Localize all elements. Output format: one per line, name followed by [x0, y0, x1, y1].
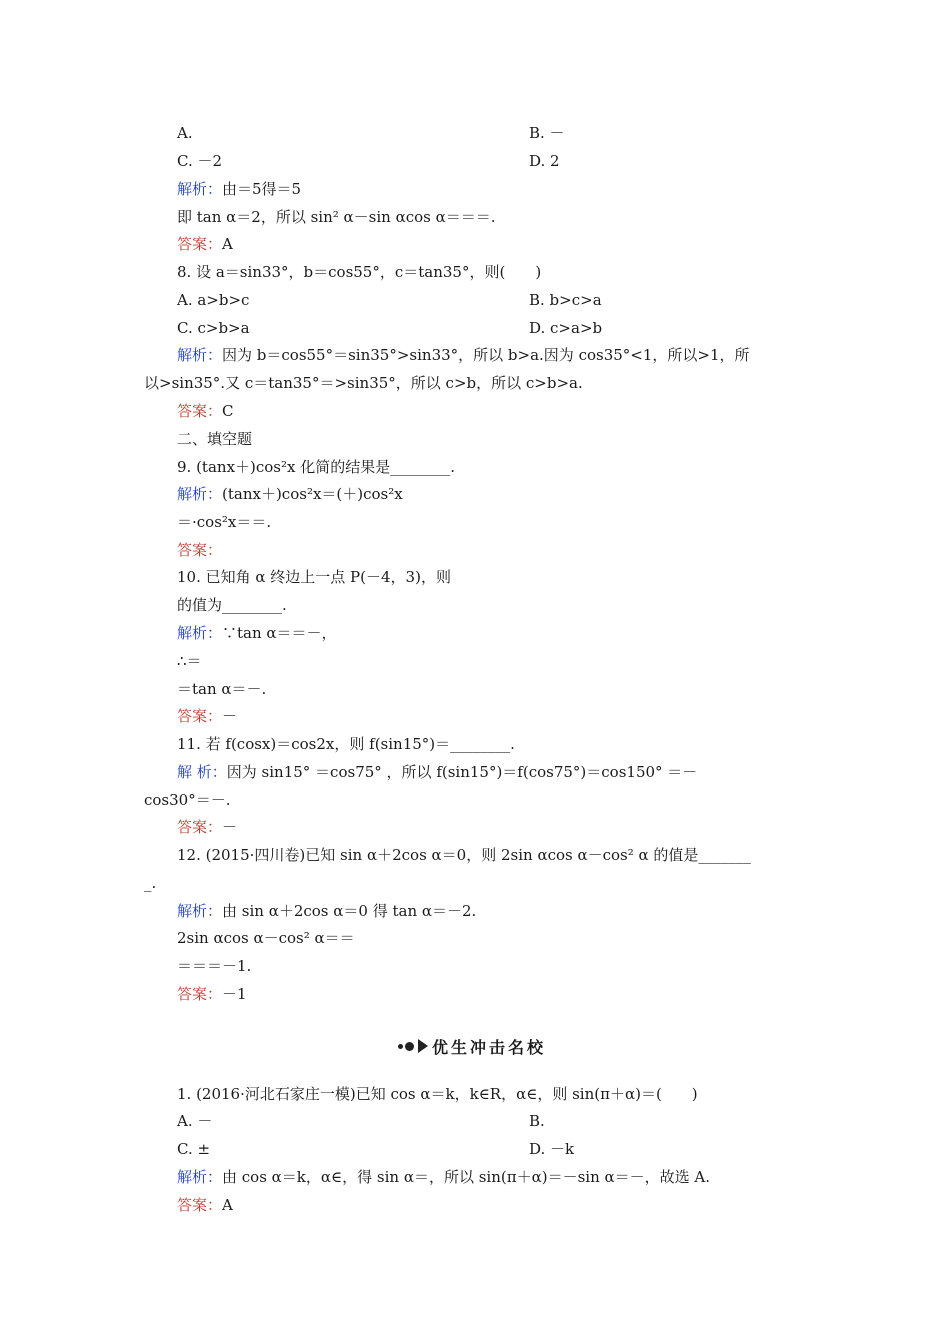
analysis-line — [177, 179, 301, 199]
answer-line — [177, 1195, 233, 1215]
answer-line — [177, 540, 222, 560]
option-b: B. b>c>a — [529, 291, 602, 309]
answer-text: －1 — [222, 985, 247, 1003]
analysis-text: ∵tan α＝＝－， — [222, 624, 337, 642]
analysis-text: 因为 sin15° ＝cos75° ，所以 f(sin15°)＝f(cos75°)＝cos150° ＝－ — [226, 763, 698, 781]
answer-line — [177, 401, 234, 421]
answer-label: 答案： — [177, 818, 223, 836]
analysis-label: 解 析： — [177, 763, 227, 781]
analysis-text: 由 sin α＋2cos α＝0 得 tan α＝－2. — [222, 902, 477, 920]
option-b: B. — [529, 1112, 545, 1130]
analysis-label: 解析： — [177, 902, 223, 920]
analysis-text: cos30°＝－. — [144, 791, 231, 809]
answer-text: － — [222, 707, 238, 725]
question-10-stem: 的值为________. — [177, 596, 287, 614]
answer-line — [177, 817, 237, 837]
question-8-stem: 8. 设 a＝sin33°，b＝cos55°，c＝tan35°，则( ) — [177, 263, 542, 281]
option-d: D. －k — [529, 1140, 575, 1158]
answer-label: 答案： — [177, 707, 223, 725]
analysis-text: ＝＝＝－1. — [177, 957, 252, 975]
section-heading: 二、填空题 — [177, 430, 253, 448]
option-a: A. － — [177, 1112, 213, 1130]
analysis-line — [177, 762, 697, 782]
answer-label: 答案： — [177, 541, 223, 559]
question-9-stem: 9. (tanx＋)cos²x 化简的结果是________. — [177, 458, 456, 476]
analysis-text: 以>sin35°.又 c＝tan35°＝>sin35°，所以 c>b，所以 c>b>a. — [144, 374, 583, 392]
analysis-label: 解析： — [177, 180, 223, 198]
analysis-label: 解析： — [177, 346, 223, 364]
question-b1-stem: 1. (2016·河北石家庄一模)已知 cos α＝k，k∈R，α∈，则 sin(π＋α)＝( ) — [177, 1085, 698, 1103]
analysis-text: ＝·cos²x＝＝. — [177, 513, 272, 531]
analysis-label: 解析： — [177, 1168, 223, 1186]
bullet-dots-icon — [398, 1042, 414, 1051]
option-a: A. a>b>c — [177, 291, 250, 309]
analysis-line — [177, 901, 476, 921]
option-c: C. －2 — [177, 152, 223, 170]
arrow-right-icon — [418, 1039, 428, 1053]
analysis-line — [177, 345, 750, 365]
option-a: A. — [177, 124, 193, 142]
answer-label: 答案： — [177, 1196, 223, 1214]
analysis-line — [177, 623, 337, 643]
option-c: C. ± — [177, 1140, 211, 1158]
answer-line — [177, 706, 237, 726]
answer-text: A — [222, 1196, 233, 1214]
question-11-stem: 11. 若 f(cosx)＝cos2x，则 f(sin15°)＝________. — [177, 735, 515, 753]
banner-title: 优生冲击名校 — [432, 1037, 547, 1057]
answer-line — [177, 234, 233, 254]
option-b: B. － — [529, 124, 565, 142]
option-c: C. c>b>a — [177, 319, 250, 337]
option-d: D. c>a>b — [529, 319, 603, 337]
question-12-stem: _. — [144, 874, 157, 892]
answer-text: C — [222, 402, 234, 420]
analysis-text: 由 cos α＝k，α∈，得 sin α＝，所以 sin(π＋α)＝－sin α＝－，故选 A. — [222, 1168, 710, 1186]
answer-line — [177, 984, 247, 1004]
question-10-stem: 10. 已知角 α 终边上一点 P(－4，3)，则 — [177, 568, 451, 586]
section-banner — [398, 1035, 546, 1057]
analysis-line — [177, 484, 403, 504]
analysis-text: ＝tan α＝－. — [177, 680, 267, 698]
analysis-text: 即 tan α＝2，所以 sin² α－sin αcos α＝＝＝. — [177, 208, 496, 226]
analysis-line — [177, 1167, 710, 1187]
analysis-text: ∴＝ — [177, 652, 202, 670]
answer-label: 答案： — [177, 985, 223, 1003]
analysis-label: 解析： — [177, 624, 223, 642]
answer-text: － — [222, 818, 238, 836]
option-d: D. 2 — [529, 152, 560, 170]
question-12-stem: 12. (2015·四川卷)已知 sin α＋2cos α＝0，则 2sin αcos α－cos² α 的值是_______ — [177, 846, 751, 864]
answer-label: 答案： — [177, 402, 223, 420]
analysis-label: 解析： — [177, 485, 223, 503]
answer-text: A — [222, 235, 233, 253]
analysis-text: 由＝5得＝5 — [222, 180, 302, 198]
answer-label: 答案： — [177, 235, 223, 253]
analysis-text: 因为 b＝cos55°＝sin35°>sin33°，所以 b>a.因为 cos35°<1，所以>1，所 — [222, 346, 750, 364]
analysis-text: (tanx＋)cos²x＝(＋)cos²x — [222, 485, 403, 503]
analysis-text: 2sin αcos α－cos² α＝＝ — [177, 929, 355, 947]
